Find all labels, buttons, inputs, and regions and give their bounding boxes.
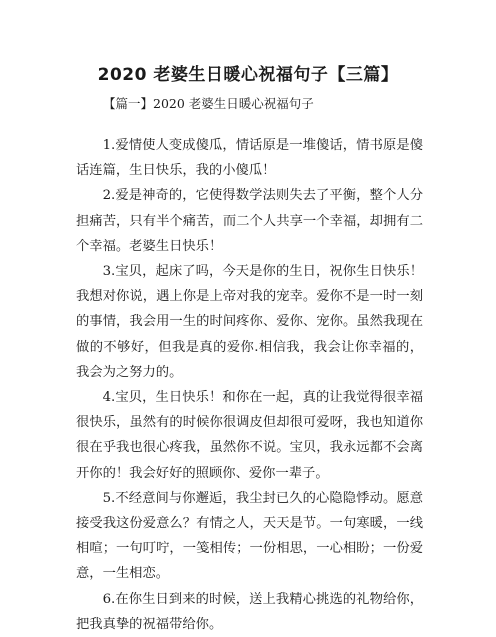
document-body	[76, 133, 423, 637]
paragraph-6: 6.在你生日到来的时候，送上我精心挑选的礼物给你，把我真挚的祝福带给你。	[76, 591, 423, 632]
paragraph-1: 1.爱情使人变成傻瓜，情话原是一堆傻话，情书原是傻话连篇，生日快乐，我的小傻瓜！	[76, 138, 423, 179]
section-heading: 【篇一】2020 老婆生日暖心祝福句子	[103, 96, 314, 111]
paragraph-3: 3.宝贝，起床了吗，今天是你的生日，祝你生日快乐！我想对你说，遇上你是上帝对我的宠幸。爱你不是一时一刻的事情，我会用一生的时间疼你、爱你、宠你。虽然我现在做的不够好，但我是真的爱你.相信我，我会让你幸福的，我会为之努力的。	[76, 264, 423, 380]
paragraph-2: 2.爱是神奇的，它使得数学法则失去了平衡，整个人分担痛苦，只有半个痛苦，而二个人共享一个幸福，却拥有二个幸福。老婆生日快乐！	[76, 188, 423, 254]
paragraph-5: 5.不经意间与你邂逅，我尘封已久的心隐隐悸动。愿意接受我这份爱意么？有情之人，天天是节。一句寒暖，一线相喧；一句叮咛，一笺相传；一份相思，一心相盼；一份爱意，一生相恋。	[76, 490, 423, 582]
document-title: 2020 老婆生日暖心祝福句子【三篇】	[97, 65, 399, 85]
paragraph-4: 4.宝贝，生日快乐！和你在一起，真的让我觉得很幸福很快乐，虽然有的时候你很调皮但却很可爱呀，我也知道你很在乎我也很心疼我，虽然你不说。宝贝，我永远都不会离开你的！我会好好的照顾你、爱你一辈子。	[76, 390, 423, 481]
